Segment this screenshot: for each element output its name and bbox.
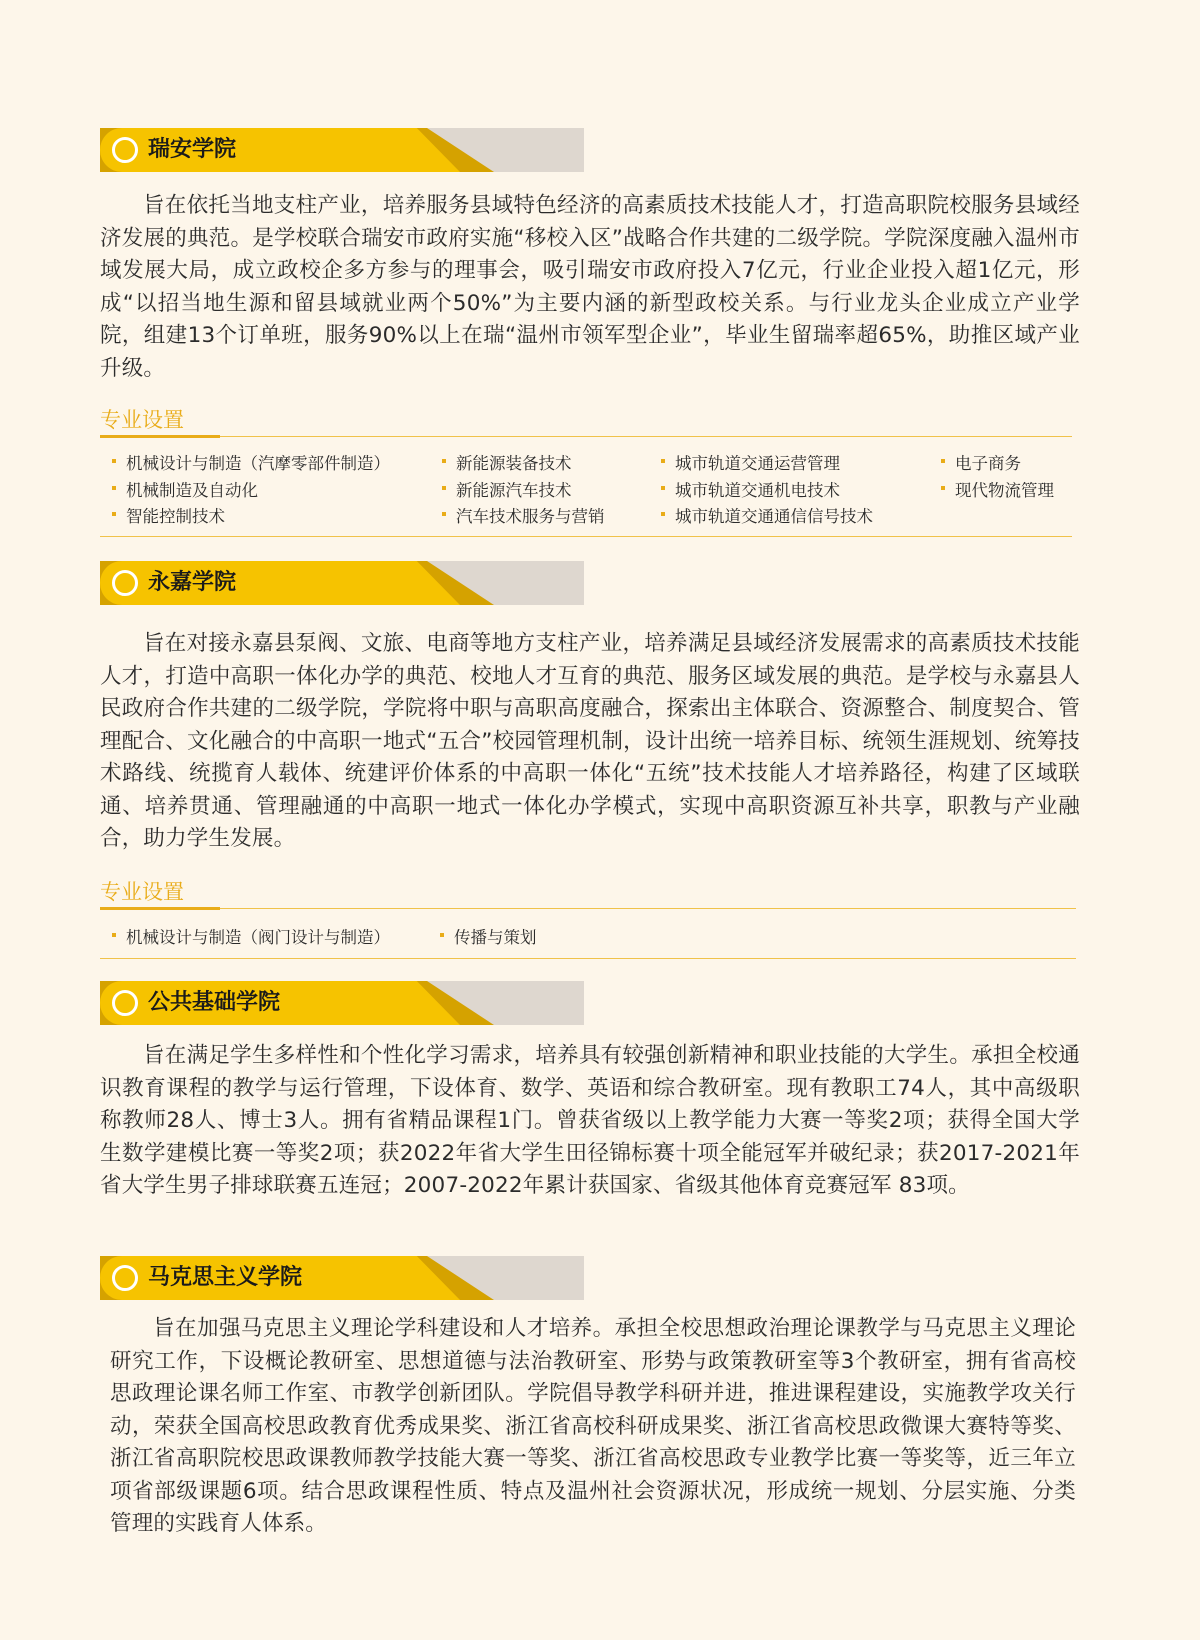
major-item: 机械设计与制造（汽摩零部件制造） [126,450,390,474]
majors-heading [100,404,1072,437]
circle-bullet-icon [112,1265,138,1291]
major-item: 机械制造及自动化 [126,477,258,501]
section-body: 旨在加强马克思主义理论学科建设和人才培养。承担全校思想政治理论课教学与马克思主义理论研究工作，下设概论教研室、思想道德与法治教研室、形势与政策教研室等3个教研室，拥有省高校思政理论课名师工作室、市教学创新团队。学院倡导教学科研并进，推进课程建设，实施教学攻关行动，荣获全国高校思政教育优秀成果奖、浙江省高校科研成果奖、浙江省高校思政微课大赛特等奖、浙江省高职院校思政课教师教学技能大赛一等奖、浙江省高校思政专业教学比赛一等奖等，近三年立项省部级课题6项。结合思政课程性质、特点及温州社会资源状况，形成统一规划、分层实施、分类管理的实践育人体系。 [110,1316,1076,1536]
section-body: 旨在依托当地支柱产业，培养服务县域特色经济的高素质技术技能人才，打造高职院校服务县域经济发展的典范。是学校联合瑞安市政府实施“移校入区”战略合作共建的二级学院。学院深度融入温州市域发展大局，成立政校企多方参与的理事会，吸引瑞安市政府投入7亿元，行业企业投入超1亿元，形成“以招当地生源和留县域就业两个50%”为主要内涵的新型政校关系。与行业龙头企业成立产业学院，组建13个订单班，服务90%以上在瑞“温州市领军型企业”，毕业生留瑞率超65%，助推区域产业升级。 [100,193,1080,381]
section-body: 旨在对接永嘉县泵阀、文旅、电商等地方支柱产业，培养满足县域经济发展需求的高素质技术技能人才，打造中高职一体化办学的典范、校地人才互育的典范、服务区域发展的典范。是学校与永嘉县人民政府合作共建的二级学院，学院将中职与高职高度融合，探索出主体联合、资源整合、制度契合、管理配合、文化融合的中高职一地式“五合”校园管理机制，设计出统一培养目标、统领生涯规划、统筹技术路线、统揽育人载体、统建评价体系的中高职一体化“五统”技术技能人才培养路径，构建了区域联通、培养贯通、管理融通的中高职一地式一体化办学模式，实现中高职资源互补共享，职教与产业融合，助力学生发展。 [100,631,1080,851]
section-title-bar-yongjia [100,561,584,605]
majors-heading-underline [100,907,220,910]
majors-heading-label: 专业设置 [100,408,184,432]
major-item: 智能控制技术 [126,503,225,527]
section-title: 瑞安学院 [148,137,237,162]
section-title-bar-marxism [100,1256,584,1300]
major-item: 机械设计与制造（阀门设计与制造） [126,924,390,948]
major-item: 城市轨道交通机电技术 [675,477,840,501]
majors-divider [100,958,1076,959]
section-title-bar-public [100,981,584,1025]
section-title: 马克思主义学院 [148,1265,303,1290]
circle-bullet-icon [112,137,138,163]
circle-bullet-icon [112,570,138,596]
major-item: 城市轨道交通运营管理 [675,450,840,474]
majors-heading-label: 专业设置 [100,880,184,904]
major-item: 汽车技术服务与营销 [456,503,605,527]
major-item: 新能源汽车技术 [456,477,572,501]
circle-bullet-icon [112,990,138,1016]
major-item: 新能源装备技术 [456,450,572,474]
majors-divider [100,536,1072,537]
major-item: 城市轨道交通通信信号技术 [675,503,873,527]
section-title: 永嘉学院 [148,570,237,595]
major-item: 电子商务 [955,450,1021,474]
section-title: 公共基础学院 [148,990,281,1015]
major-item: 传播与策划 [454,924,537,948]
section-title-bar-ruian [100,128,584,172]
major-item: 现代物流管理 [955,477,1054,501]
section-body: 旨在满足学生多样性和个性化学习需求，培养具有较强创新精神和职业技能的大学生。承担全校通识教育课程的教学与运行管理，下设体育、数学、英语和综合教研室。现有教职工74人，其中高级职称教师28人、博士3人。拥有省精品课程1门。曾获省级以上教学能力大赛一等奖2项；获得全国大学生数学建模比赛一等奖2项；获2022年省大学生田径锦标赛十项全能冠军并破纪录；获2017-2021年省大学生男子排球联赛五连冠；2007-2022年累计获国家、省级其他体育竞赛冠军 83项。 [100,1043,1080,1198]
majors-heading-underline [100,435,220,438]
majors-heading [100,876,1076,909]
